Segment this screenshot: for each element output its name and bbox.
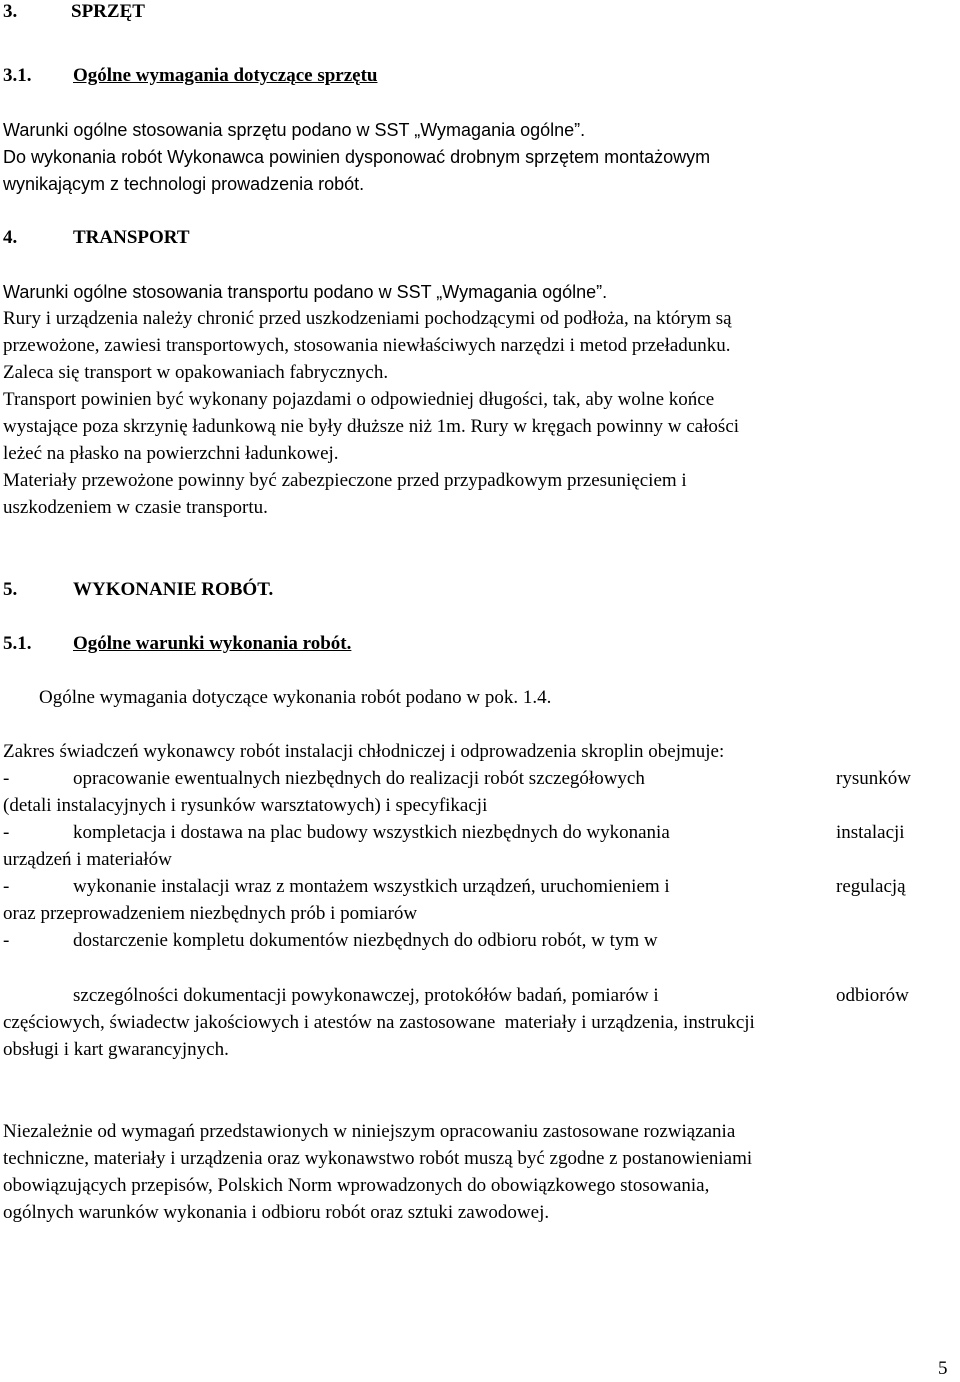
list-item-dash: - [3, 768, 10, 789]
final-text-line: ogólnych warunków wykonania i odbioru robót oraz sztuki zawodowej. [3, 1202, 550, 1223]
transport-text-line: leżeć na płasko na powierzchni ładunkowej. [3, 443, 339, 464]
transport-text-line: Transport powinien być wykonany pojazdami o odpowiedniej długości, tak, aby wolne końce [3, 389, 715, 410]
final-text-line: obowiązujących przepisów, Polskich Norm wprowadzonych do obowiązkowego stosowania, [3, 1175, 710, 1196]
transport-text-line: Warunki ogólne stosowania transportu podano w SST „Wymagania ogólne”. [3, 282, 608, 302]
transport-text-line: Materiały przewożone powinny być zabezpieczone przed przypadkowym przesunięciem i [3, 470, 687, 491]
list-item-text-end: rysunków [836, 768, 911, 789]
transport-text-line: uszkodzeniem w czasie transportu. [3, 497, 268, 518]
list-item-text-end: instalacji [836, 822, 905, 843]
section-3-title: SPRZĘT [71, 1, 145, 22]
list-item-continuation: (detali instalacyjnych i rysunków warsztatowych) i specyfikacji [3, 795, 488, 816]
section-5-1-title: Ogólne warunki wykonania robót. [73, 633, 352, 654]
equipment-text-line: Do wykonania robót Wykonawca powinien dysponować drobnym sprzętem montażowym [3, 147, 711, 167]
section-3-number: 3. [3, 1, 18, 22]
page-number: 5 [938, 1358, 948, 1379]
execution-general-text: Ogólne wymagania dotyczące wykonania robót podano w pok. 1.4. [39, 687, 552, 708]
list-item-text: wykonanie instalacji wraz z montażem wszystkich urządzeń, uruchomieniem i [73, 876, 670, 897]
transport-text-line: Rury i urządzenia należy chronić przed uszkodzeniami pochodzącymi od podłoża, na którym są [3, 308, 732, 329]
list-item-text: opracowanie ewentualnych niezbędnych do realizacji robót szczegółowych [73, 768, 645, 789]
transport-text-line: przewożone, zawiesi transportowych, stosowania niewłaściwych narzędzi i metod przeładunku. [3, 335, 731, 356]
final-text-line: techniczne, materiały i urządzenia oraz wykonawstwo robót muszą być zgodne z postanowieniami [3, 1148, 753, 1169]
list-item-dash: - [3, 822, 10, 843]
section-5-title: WYKONANIE ROBÓT. [73, 579, 274, 600]
final-text-line: Niezależnie od wymagań przedstawionych w niniejszym opracowaniu zastosowane rozwiązania [3, 1121, 736, 1142]
transport-text-line: Zaleca się transport w opakowaniach fabrycznych. [3, 362, 389, 383]
list-item-continuation: częściowych, świadectw jakościowych i atestów na zastosowane materiały i urządzenia, instrukcji [3, 1012, 755, 1033]
list-item-text: szczególności dokumentacji powykonawczej, protokółów badań, pomiarów i [73, 985, 659, 1006]
list-item-text: kompletacja i dostawa na plac budowy wszystkich niezbędnych do wykonania [73, 822, 670, 843]
section-4-title: TRANSPORT [73, 227, 190, 248]
list-item-dash: - [3, 876, 10, 897]
list-item-text: dostarczenie kompletu dokumentów niezbędnych do odbioru robót, w tym w [73, 930, 658, 951]
section-4-number: 4. [3, 227, 18, 248]
section-3-1-number: 3.1. [3, 65, 32, 86]
section-5-number: 5. [3, 579, 18, 600]
list-item-continuation: oraz przeprowadzeniem niezbędnych prób i pomiarów [3, 903, 418, 924]
section-5-1-number: 5.1. [3, 633, 32, 654]
list-item-text-end: odbiorów [836, 985, 909, 1006]
list-item-continuation: urządzeń i materiałów [3, 849, 172, 870]
scope-intro: Zakres świadczeń wykonawcy robót instalacji chłodniczej i odprowadzenia skroplin obejmuje: [3, 741, 725, 762]
list-item-dash: - [3, 930, 10, 951]
transport-text-line: wystające poza skrzynię ładunkową nie były dłuższe niż 1m. Rury w kręgach powinny w całości [3, 416, 740, 437]
section-3-1-title: Ogólne wymagania dotyczące sprzętu [73, 65, 378, 86]
equipment-text-line: Warunki ogólne stosowania sprzętu podano w SST „Wymagania ogólne”. [3, 120, 586, 140]
equipment-text-line: wynikającym z technologi prowadzenia robót. [3, 174, 365, 194]
list-item-text-end: regulacją [836, 876, 906, 897]
list-item-continuation: obsługi i kart gwarancyjnych. [3, 1039, 229, 1060]
